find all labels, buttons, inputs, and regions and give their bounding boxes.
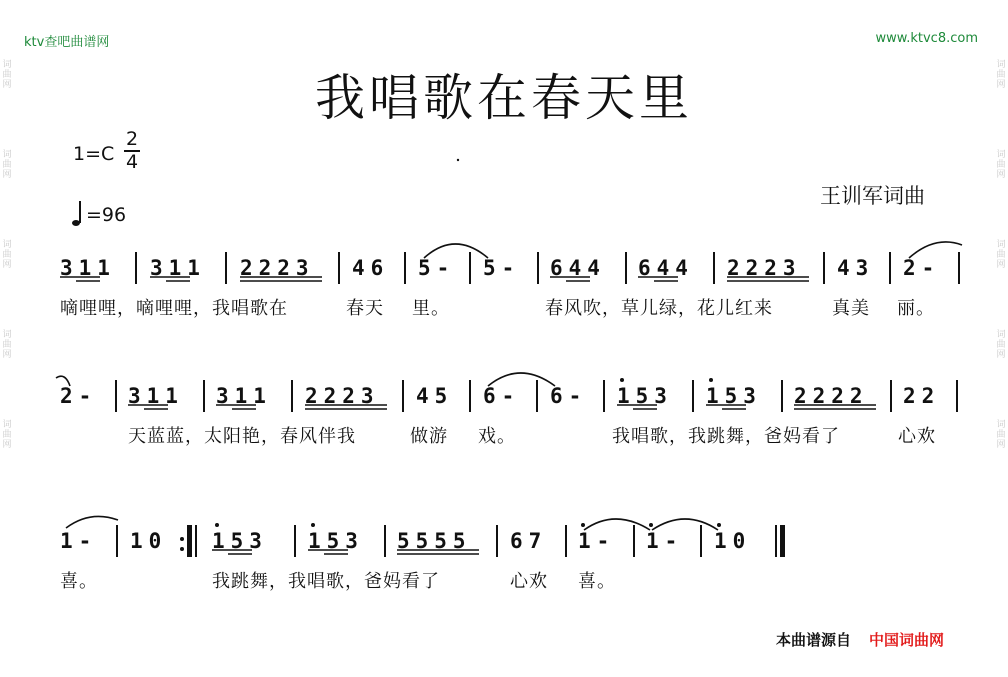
lyric: 天蓝蓝，太阳艳，春风伴我 — [128, 426, 356, 447]
measure: 6- — [550, 384, 588, 408]
score-row-1 — [0, 244, 1008, 319]
barline — [469, 380, 471, 412]
quarter-note-icon — [72, 200, 84, 226]
barline — [823, 252, 825, 284]
barline — [116, 525, 118, 557]
lyric: 嘀哩哩，嘀哩哩，我唱歌在 — [60, 298, 288, 319]
lyric: 我唱歌，我跳舞，爸妈看了 — [612, 426, 840, 447]
source-label: 本曲谱源自 — [776, 631, 852, 649]
barline — [700, 525, 702, 557]
barline — [195, 525, 197, 557]
measure: 5- — [418, 256, 456, 280]
lyric: 心欢 — [510, 571, 548, 592]
barline — [536, 380, 538, 412]
barline — [469, 252, 471, 284]
lyric: 喜。 — [60, 571, 98, 592]
site-url-right[interactable]: www.ktvc8.com — [875, 31, 978, 46]
measure: 45 — [416, 384, 454, 408]
measure: 6- — [483, 384, 521, 408]
source-footer — [776, 629, 944, 650]
measure: 153 — [308, 529, 364, 553]
barline — [889, 252, 891, 284]
measure: 311 — [216, 384, 272, 408]
tempo-value: =96 — [86, 204, 127, 226]
measure: 311 — [150, 256, 206, 280]
barline — [781, 380, 783, 412]
measure: 2- — [60, 384, 98, 408]
measure: 5555 — [397, 529, 472, 553]
watermark-right: 词曲网 词曲网 词曲网 词曲网 词曲网 — [996, 60, 1006, 450]
barline — [496, 525, 498, 557]
lyric: 心欢 — [898, 426, 936, 447]
song-title: 我唱歌在春天里 — [315, 69, 693, 127]
key-signature: 1=C — [73, 143, 115, 165]
measure: 644 — [550, 256, 606, 280]
lyric: 春风吹，草儿绿，花儿红来 — [545, 298, 773, 319]
measure: 43 — [837, 256, 875, 280]
barline — [565, 525, 567, 557]
measure: 153 — [212, 529, 268, 553]
measure: 5- — [483, 256, 521, 280]
measure: 2222 — [794, 384, 869, 408]
measure: 2223 — [727, 256, 802, 280]
lyric: 做游 — [410, 426, 448, 447]
barline — [115, 380, 117, 412]
time-signature — [124, 130, 140, 172]
barline — [890, 380, 892, 412]
barline — [603, 380, 605, 412]
repeat-barline — [187, 525, 192, 557]
lyric: 里。 — [412, 298, 450, 319]
repeat-dots — [180, 537, 184, 551]
tempo-marking — [72, 200, 126, 226]
barline — [291, 380, 293, 412]
measure: 644 — [638, 256, 694, 280]
measure: 1- — [646, 529, 684, 553]
measure: 153 — [706, 384, 762, 408]
lyric: 喜。 — [578, 571, 616, 592]
site-name-left[interactable]: ktv查吧曲谱网 — [24, 35, 110, 50]
barline — [625, 252, 627, 284]
barline — [384, 525, 386, 557]
barline — [203, 380, 205, 412]
watermark-left: 词曲网 词曲网 词曲网 词曲网 词曲网 — [2, 60, 12, 450]
lyric: 丽。 — [897, 298, 935, 319]
final-barline — [775, 525, 777, 557]
measure: 10 — [130, 529, 168, 553]
barline — [956, 380, 958, 412]
measure: 2223 — [240, 256, 315, 280]
measure: 67 — [510, 529, 548, 553]
barline — [338, 252, 340, 284]
lyric: 真美 — [832, 298, 870, 319]
measure: 22 — [903, 384, 941, 408]
measure: 10 — [714, 529, 752, 553]
measure: 1- — [60, 529, 98, 553]
measure: 2223 — [305, 384, 380, 408]
lyric: 春天 — [346, 298, 384, 319]
barline — [633, 525, 635, 557]
barline — [402, 380, 404, 412]
barline — [404, 252, 406, 284]
measure: 2- — [903, 256, 941, 280]
source-site-link[interactable]: 中国词曲网 — [869, 631, 945, 649]
score-row-2 — [0, 372, 1008, 447]
final-barline-thick — [780, 525, 785, 557]
lyric: 我跳舞，我唱歌，爸妈看了 — [212, 571, 440, 592]
barline — [225, 252, 227, 284]
barline — [537, 252, 539, 284]
barline — [294, 525, 296, 557]
time-signature-bottom: 4 — [125, 151, 139, 173]
author-credit: 王训军词曲 — [820, 184, 925, 208]
barline — [958, 252, 960, 284]
measure: 1- — [578, 529, 616, 553]
lyric: 戏。 — [478, 426, 516, 447]
barline — [713, 252, 715, 284]
measure: 46 — [352, 256, 390, 280]
time-signature-top: 2 — [125, 128, 139, 150]
score-row-3 — [0, 517, 1008, 592]
measure: 311 — [128, 384, 184, 408]
measure: 311 — [60, 256, 116, 280]
barline — [135, 252, 137, 284]
measure: 153 — [617, 384, 673, 408]
barline — [692, 380, 694, 412]
